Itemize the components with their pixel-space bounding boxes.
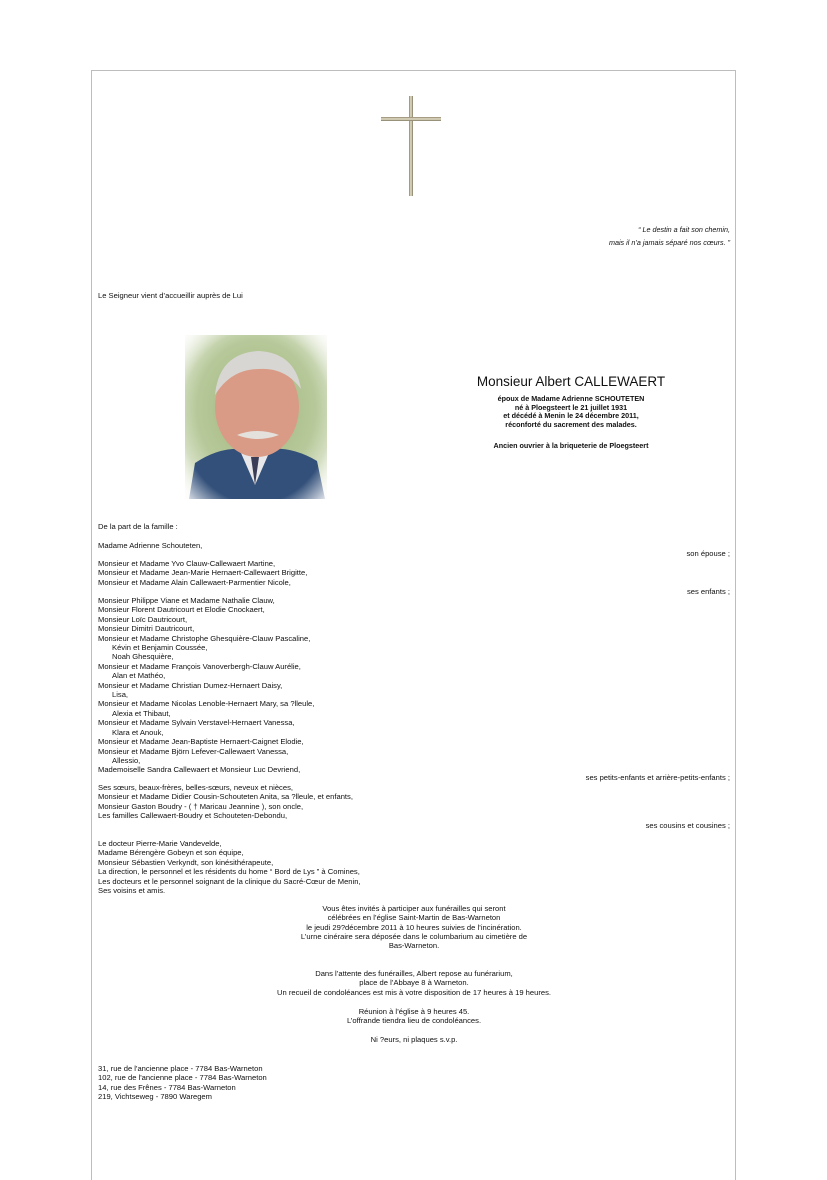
relation-label: ses cousins et cousines ;: [645, 821, 730, 830]
address-line: 102, rue de l'ancienne place - 7784 Bas-Warneton: [98, 1073, 267, 1083]
others-list: [98, 839, 361, 895]
family-name: Monsieur et Madame Jean-Marie Hernaert-Callewaert Brigitte,: [98, 568, 308, 578]
other-name: Madame Bérengère Gobeyn et son équipe,: [98, 848, 244, 858]
meeting-line: Réunion à l’église à 9 heures 45.: [358, 1007, 470, 1016]
intro-text: Le Seigneur vient d’accueillir auprès de Lui: [98, 291, 243, 300]
family-intro: De la part de la famille :: [98, 522, 178, 531]
quote-line: “ Le destin a fait son chemin,: [638, 225, 730, 234]
deceased-name: Monsieur Albert CALLEWAERT: [476, 374, 666, 389]
detail-line: réconforté du sacrement des malades.: [505, 419, 637, 429]
funerarium-line: place de l’Abbaye 8 à Warneton.: [359, 978, 469, 988]
family-name: Monsieur et Madame Christophe Ghesquière-Clauw Pascaline,: [98, 633, 311, 643]
family-name: Monsieur Dimitri Dautricourt,: [98, 624, 195, 634]
address-line: 31, rue de l'ancienne place - 7784 Bas-Warneton: [98, 1064, 263, 1073]
family-group-spouse: [98, 541, 202, 550]
family-name: Klara et Anouk,: [112, 727, 164, 737]
family-name: Monsieur et Madame Didier Cousin-Schouteten Anita, sa ?lleule, et enfants,: [98, 792, 353, 802]
addresses: [98, 1064, 267, 1102]
portrait-photo: [185, 335, 327, 499]
cross-icon: [380, 95, 442, 197]
family-group-cousins: [98, 783, 353, 821]
family-name: Monsieur et Madame Christian Dumez-Hernaert Daisy,: [98, 680, 283, 690]
family-name: Ses sœurs, beaux-frères, belles-sœurs, neveux et nièces,: [98, 783, 293, 792]
family-name: Lisa,: [112, 690, 129, 700]
funeral-line: le jeudi 29?décembre 2011 à 10 heures suivies de l’incinération.: [306, 922, 522, 932]
family-name: Monsieur et Madame Björn Lefever-Callewaert Vanessa,: [98, 746, 289, 756]
other-name: Les docteurs et le personnel soignant de la clinique du Sacré-Cœur de Menin,: [98, 876, 361, 886]
funerarium-line: Un recueil de condoléances est mis à votre disposition de 17 heures à 19 heures.: [277, 987, 551, 997]
family-name: Monsieur Philippe Viane et Madame Nathalie Clauw,: [98, 596, 275, 605]
relation-label: ses enfants ;: [686, 587, 730, 596]
funeral-line: célébrées en l’église Saint-Martin de Bas-Warneton: [327, 913, 501, 923]
relation-label: son épouse ;: [686, 549, 730, 558]
meeting-info: [200, 1007, 628, 1026]
deceased-details: [440, 395, 702, 429]
funeral-line: L’urne cinéraire sera déposée dans le columbarium au cimetière de: [300, 931, 528, 941]
other-name: Le docteur Pierre-Marie Vandevelde,: [98, 839, 222, 848]
other-name: La direction, le personnel et les résidents du home “ Bord de Lys ” à Comines,: [98, 867, 360, 877]
family-name: Monsieur et Madame Nicolas Lenoble-Hernaert Mary, sa ?lleule,: [98, 699, 315, 709]
family-name: Allessio,: [112, 755, 141, 765]
address-line: 219, Vichtseweg - 7890 Waregem: [98, 1092, 212, 1102]
family-name: Monsieur et Madame Sylvain Verstavel-Hernaert Vanessa,: [98, 718, 295, 728]
epitaph-quote: [609, 223, 730, 249]
family-name: Monsieur et Madame Jean-Baptiste Hernaert-Caignet Elodie,: [98, 737, 304, 747]
funeral-line: Bas-Warneton.: [388, 941, 440, 951]
funerarium-info: [200, 969, 628, 997]
detail-line: et décédé à Menin le 24 décembre 2011,: [503, 411, 639, 421]
funerarium-line: Dans l’attente des funérailles, Albert repose au funérarium,: [315, 969, 513, 978]
family-name: Monsieur et Madame Yvo Clauw-Callewaert Martine,: [98, 559, 276, 568]
relation-label: ses petits-enfants et arrière-petits-enfants ;: [585, 773, 730, 782]
family-name: Mademoiselle Sandra Callewaert et Monsieur Luc Devriend,: [98, 765, 301, 775]
family-name: Monsieur Gaston Boudry - ( † Maricau Jeannine ), son oncle,: [98, 801, 304, 811]
family-name: Monsieur et Madame Alain Callewaert-Parmentier Nicole,: [98, 577, 291, 587]
quote-line: mais il n’a jamais séparé nos cœurs. ”: [608, 238, 730, 247]
funeral-info: [200, 904, 628, 950]
no-flowers-note: Ni ?eurs, ni plaques s.v.p.: [370, 1035, 458, 1044]
family-name: Kévin et Benjamin Coussée,: [112, 643, 208, 653]
family-name: Monsieur Florent Dautricourt et Elodie Cnockaert,: [98, 605, 265, 615]
family-name: Alan et Mathéo,: [112, 671, 166, 681]
deceased-occupation: Ancien ouvrier à la briqueterie de Ploegsteert: [493, 441, 649, 450]
family-name: Les familles Callewaert-Boudry et Schouteten-Debondu,: [98, 811, 288, 821]
meeting-line: L’offrande tiendra lieu de condoléances.: [346, 1016, 482, 1026]
detail-line: né à Ploegsteert le 21 juillet 1931: [514, 402, 628, 412]
family-name: Monsieur Loïc Dautricourt,: [98, 614, 188, 624]
other-name: Monsieur Sébastien Verkyndt, son kinésithérapeute,: [98, 857, 274, 867]
family-name: Alexia et Thibaut,: [112, 708, 171, 718]
address-line: 14, rue des Frênes - 7784 Bas-Warneton: [98, 1082, 236, 1092]
family-name: Madame Adrienne Schouteten,: [98, 541, 203, 550]
detail-line: époux de Madame Adrienne SCHOUTETEN: [497, 394, 645, 403]
family-name: Noah Ghesquière,: [112, 652, 174, 662]
family-group-grandchildren: [98, 596, 314, 775]
family-name: Monsieur et Madame François Vanoverbergh-Clauw Aurélie,: [98, 661, 301, 671]
funeral-line: Vous êtes invités à participer aux funérailles qui seront: [322, 904, 506, 913]
other-name: Ses voisins et amis.: [98, 886, 166, 896]
family-group-children: [98, 559, 307, 587]
